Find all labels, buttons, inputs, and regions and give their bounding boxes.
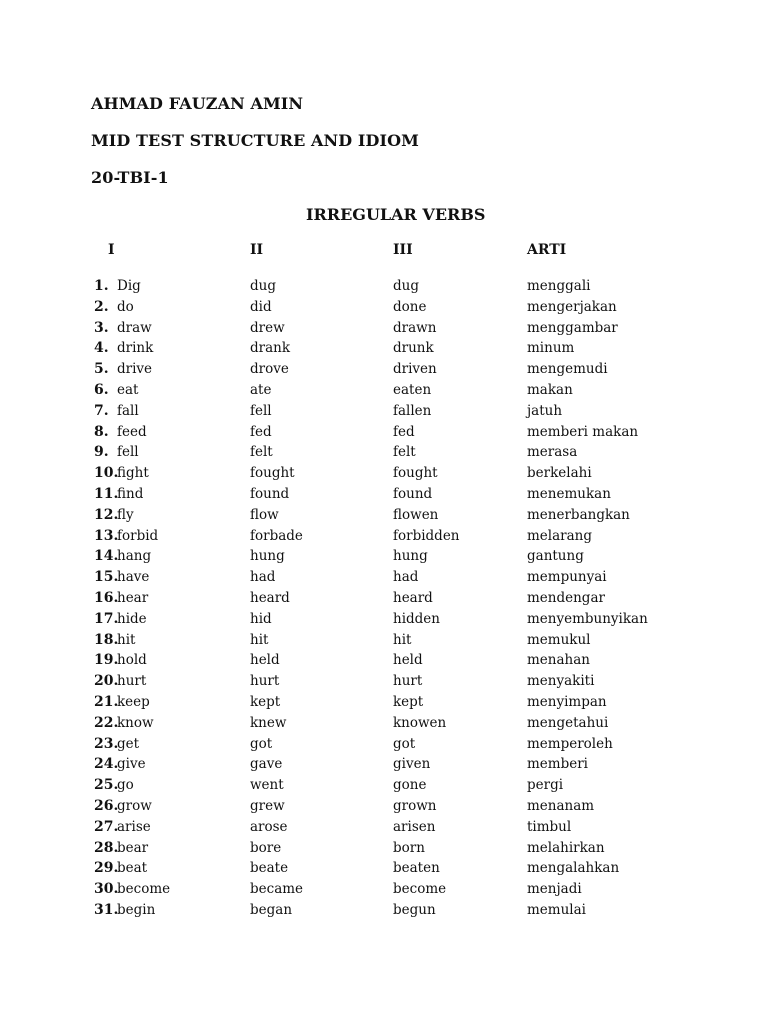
verb-past-participle: knowen (393, 714, 447, 731)
table-row (0, 879, 768, 900)
verb-past-form: fed (250, 423, 272, 440)
verb-past-form: began (250, 901, 293, 918)
verb-past-form: ate (250, 381, 272, 398)
verb-meaning: menyimpan (527, 693, 607, 710)
verb-past-participle: fought (393, 465, 438, 482)
table-row (0, 838, 768, 859)
row-number: 6. (94, 381, 109, 398)
table-row (0, 505, 768, 526)
row-number: 4. (94, 340, 109, 357)
verb-base-form: become (117, 881, 171, 898)
table-row (0, 692, 768, 713)
column-header-past-participle: III (393, 242, 413, 258)
table-row (0, 713, 768, 734)
row-number: 1. (94, 278, 109, 294)
verb-past-form: got (250, 735, 273, 752)
row-number: 11. (94, 485, 119, 502)
row-number: 10. (94, 465, 119, 482)
verb-past-participle: arisen (393, 818, 436, 835)
verb-meaning: menggali (527, 278, 591, 294)
verb-past-form: gave (250, 756, 283, 773)
table-row (0, 671, 768, 692)
verb-past-form: arose (250, 818, 288, 835)
verb-past-participle: grown (393, 797, 437, 814)
table-row (0, 401, 768, 422)
verb-past-form: knew (250, 714, 287, 731)
verb-past-form: bore (250, 839, 282, 856)
table-row (0, 546, 768, 567)
verb-meaning: melahirkan (527, 839, 605, 856)
verb-past-participle: hit (393, 631, 412, 648)
verb-past-participle: driven (393, 361, 437, 378)
row-number: 26. (94, 797, 119, 814)
verb-past-form: held (250, 652, 280, 669)
verb-base-form: keep (117, 693, 150, 710)
verb-base-form: Dig (117, 278, 141, 294)
row-number: 13. (94, 527, 119, 544)
verb-meaning: menanam (527, 797, 595, 814)
verb-base-form: eat (117, 381, 139, 398)
verb-past-participle: begun (393, 901, 436, 918)
table-row (0, 463, 768, 484)
verb-base-form: hide (117, 610, 147, 627)
row-number: 9. (94, 444, 109, 461)
verb-past-participle: got (393, 735, 416, 752)
verb-meaning: memberi (527, 756, 588, 773)
verb-meaning: mengalahkan (527, 860, 620, 877)
verb-meaning: timbul (527, 818, 572, 835)
verb-meaning: merasa (527, 444, 578, 461)
verb-past-participle: gone (393, 777, 427, 794)
verb-past-participle: had (393, 569, 419, 586)
verb-meaning: pergi (527, 777, 564, 794)
table-row (0, 276, 768, 297)
verb-meaning: berkelahi (527, 465, 592, 482)
verb-base-form: bear (117, 839, 149, 856)
verb-meaning: makan (527, 381, 573, 398)
verb-past-form: fell (250, 402, 272, 419)
verb-base-form: grow (117, 797, 152, 814)
verb-past-participle: eaten (393, 381, 432, 398)
row-number: 31. (94, 901, 119, 918)
verb-past-form: hit (250, 631, 269, 648)
verb-past-participle: beaten (393, 860, 440, 877)
column-header-base-form: I (108, 242, 115, 258)
row-number: 29. (94, 860, 119, 877)
row-number: 7. (94, 402, 109, 419)
verb-base-form: fly (117, 506, 134, 523)
verb-base-form: hold (117, 652, 147, 669)
verb-past-form: beate (250, 860, 289, 877)
verb-past-participle: drunk (393, 340, 434, 357)
verb-meaning: mempunyai (527, 569, 607, 586)
verb-past-form: forbade (250, 527, 303, 544)
table-row (0, 484, 768, 505)
verb-past-form: hung (250, 548, 285, 565)
verb-meaning: menerbangkan (527, 506, 630, 523)
verb-past-form: kept (250, 693, 281, 710)
table-row (0, 734, 768, 755)
row-number: 20. (94, 673, 119, 690)
row-number: 21. (94, 693, 119, 710)
verb-past-form: dug (250, 278, 276, 294)
verb-past-form: drew (250, 319, 285, 336)
table-row (0, 754, 768, 775)
verb-past-form: flow (250, 506, 279, 523)
verb-past-participle: hidden (393, 610, 440, 627)
verb-base-form: hurt (117, 673, 147, 690)
row-number: 3. (94, 319, 109, 336)
verb-past-form: hid (250, 610, 272, 627)
verb-meaning: menjadi (527, 881, 582, 898)
verb-meaning: mendengar (527, 589, 605, 606)
verb-base-form: begin (117, 901, 156, 918)
verb-past-participle: heard (393, 589, 433, 606)
row-number: 24. (94, 756, 119, 773)
table-row (0, 297, 768, 318)
verb-meaning: memberi makan (527, 423, 639, 440)
verb-meaning: menahan (527, 652, 590, 669)
verb-past-participle: kept (393, 693, 424, 710)
table-title: IRREGULAR VERBS (306, 205, 486, 224)
verb-table (0, 276, 768, 921)
verb-base-form: feed (117, 423, 147, 440)
verb-base-form: do (117, 298, 134, 315)
verb-past-form: did (250, 298, 272, 315)
verb-meaning: menggambar (527, 319, 618, 336)
column-header-past-form: II (250, 242, 264, 258)
verb-base-form: fall (117, 402, 139, 419)
verb-past-participle: fed (393, 423, 415, 440)
verb-base-form: arise (117, 818, 151, 835)
table-row (0, 775, 768, 796)
verb-past-form: hurt (250, 673, 280, 690)
table-row (0, 318, 768, 339)
verb-meaning: mengetahui (527, 714, 609, 731)
verb-base-form: beat (117, 860, 148, 877)
verb-base-form: get (117, 735, 140, 752)
verb-meaning: jatuh (527, 402, 563, 419)
row-number: 19. (94, 652, 119, 669)
verb-past-participle: dug (393, 278, 419, 294)
verb-base-form: go (117, 777, 134, 794)
verb-past-participle: born (393, 839, 425, 856)
verb-past-form: drank (250, 340, 291, 357)
verb-meaning: menyakiti (527, 673, 595, 690)
table-row (0, 588, 768, 609)
verb-past-form: found (250, 485, 290, 502)
verb-base-form: fight (117, 465, 149, 482)
verb-base-form: hang (117, 548, 152, 565)
verb-meaning: menyembunyikan (527, 610, 648, 627)
verb-past-form: had (250, 569, 276, 586)
table-row (0, 650, 768, 671)
verb-base-form: fell (117, 444, 139, 461)
row-number: 15. (94, 569, 119, 586)
row-number: 30. (94, 881, 119, 898)
verb-past-form: drove (250, 361, 289, 378)
row-number: 23. (94, 735, 119, 752)
row-number: 17. (94, 610, 119, 627)
row-number: 2. (94, 298, 109, 315)
verb-past-form: became (250, 881, 304, 898)
verb-past-participle: forbidden (393, 527, 460, 544)
verb-base-form: drink (117, 340, 154, 357)
table-row (0, 442, 768, 463)
table-row (0, 858, 768, 879)
verb-past-form: heard (250, 589, 290, 606)
verb-past-form: went (250, 777, 284, 794)
verb-meaning: minum (527, 340, 575, 357)
row-number: 8. (94, 423, 109, 440)
table-row (0, 900, 768, 921)
verb-meaning: memukul (527, 631, 591, 648)
table-row (0, 817, 768, 838)
row-number: 28. (94, 839, 119, 856)
verb-base-form: forbid (117, 527, 159, 544)
row-number: 18. (94, 631, 119, 648)
class-code: 20-TBI-1 (91, 168, 169, 187)
verb-base-form: hit (117, 631, 136, 648)
verb-meaning: melarang (527, 527, 592, 544)
verb-past-form: fought (250, 465, 295, 482)
verb-base-form: know (117, 714, 154, 731)
verb-past-participle: flowen (393, 506, 439, 523)
table-row (0, 380, 768, 401)
verb-meaning: memulai (527, 901, 586, 918)
verb-past-participle: found (393, 485, 433, 502)
verb-past-form: grew (250, 797, 285, 814)
verb-base-form: drive (117, 361, 153, 378)
verb-base-form: give (117, 756, 146, 773)
verb-meaning: mengemudi (527, 361, 608, 378)
table-row (0, 359, 768, 380)
row-number: 25. (94, 777, 119, 794)
row-number: 22. (94, 714, 119, 731)
table-row (0, 338, 768, 359)
verb-past-participle: felt (393, 444, 416, 461)
verb-base-form: hear (117, 589, 149, 606)
verb-past-form: felt (250, 444, 273, 461)
verb-past-participle: drawn (393, 319, 437, 336)
verb-past-participle: held (393, 652, 423, 669)
verb-meaning: mengerjakan (527, 298, 617, 315)
row-number: 27. (94, 818, 119, 835)
verb-past-participle: become (393, 881, 447, 898)
verb-past-participle: hung (393, 548, 428, 565)
verb-past-participle: given (393, 756, 431, 773)
table-row (0, 609, 768, 630)
row-number: 5. (94, 361, 109, 378)
verb-base-form: draw (117, 319, 152, 336)
author-name: AHMAD FAUZAN AMIN (91, 94, 304, 113)
table-row (0, 567, 768, 588)
verb-past-participle: done (393, 298, 427, 315)
table-row (0, 422, 768, 443)
column-header-meaning: ARTI (527, 242, 567, 258)
verb-meaning: menemukan (527, 485, 611, 502)
table-row (0, 630, 768, 651)
verb-base-form: have (117, 569, 150, 586)
verb-past-participle: fallen (393, 402, 432, 419)
verb-meaning: gantung (527, 548, 584, 565)
row-number: 16. (94, 589, 119, 606)
verb-meaning: memperoleh (527, 735, 613, 752)
table-row (0, 796, 768, 817)
verb-base-form: find (117, 485, 144, 502)
table-row (0, 526, 768, 547)
verb-past-participle: hurt (393, 673, 423, 690)
row-number: 12. (94, 506, 119, 523)
test-title: MID TEST STRUCTURE AND IDIOM (91, 131, 419, 150)
row-number: 14. (94, 548, 119, 565)
